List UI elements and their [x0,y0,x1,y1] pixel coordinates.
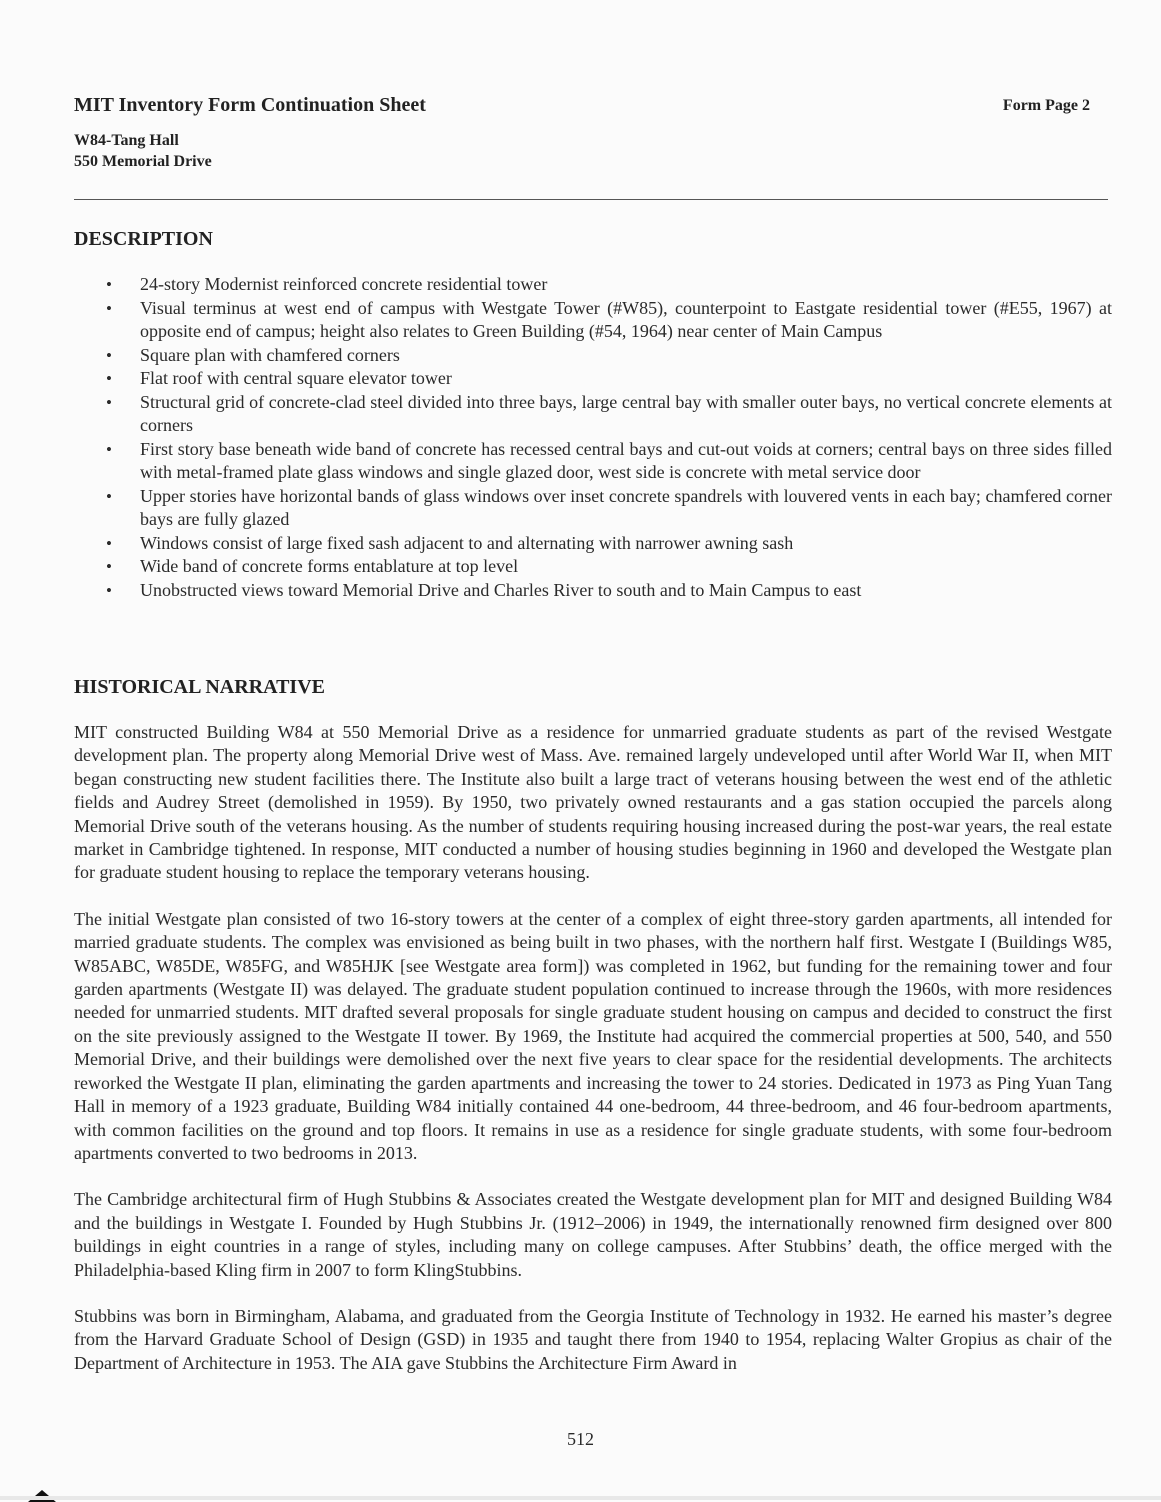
description-item: • Upper stories have horizontal bands of glass windows over inset concrete spandrels with louvered vents in each bay; chamfered corner bays are fully glazed [74,485,1112,532]
description-heading: DESCRIPTION [74,228,213,250]
description-item: • Windows consist of large fixed sash adjacent to and alternating with narrower awning sash [74,532,1112,556]
form-title: MIT Inventory Form Continuation Sheet [74,94,426,116]
form-page-label: Form Page 2 [1002,97,1090,114]
description-item: • Visual terminus at west end of campus with Westgate Tower (#W85), counterpoint to Eastgate residential tower (#E55, 1967) at opposite end of campus; height also relates to Green Building (#54, 1964) near center of Main Campus [74,297,1112,344]
building-name: W84-Tang Hall [74,132,179,149]
building-info [74,130,212,172]
page-edge [0,1496,1161,1500]
building-address: 550 Memorial Drive [74,153,212,170]
description-item: • Structural grid of concrete-clad steel divided into three bays, large central bay with smaller outer bays, no vertical concrete elements at corners [74,391,1112,438]
narrative-paragraph: Stubbins was born in Birmingham, Alabama, and graduated from the Georgia Institute of Technology in 1932. He earned his master’s degree from the Harvard Graduate School of Design (GSD) in 1935 and taught there from 1940 to 1954, replacing Walter Gropius as chair of the Department of Architecture in 1953. The AIA gave Stubbins the Architecture Firm Award in [74,1305,1112,1373]
narrative-paragraph: The initial Westgate plan consisted of two 16-story towers at the center of a complex of eight three-story garden apartments, all intended for married graduate students. The complex was envisioned as being built in two phases, with the northern half first. Westgate I (Buildings W85, W85ABC, W85DE, W85FG, and W85HJK [see Westgate area form]) was completed in 1962, but funding for the remaining tower and four garden apartments (Westgate II) was delayed. The graduate student population continued to increase through the 1960s, with more residences needed for unmarried students. MIT drafted several proposals for single graduate student housing on campus and decided to construct the first on the site previously assigned to the Westgate II tower. By 1969, the Institute had acquired the commercial properties at 500, 540, and 550 Memorial Drive, and their buildings were demolished over the next five years to clear space for the residential developments. The architects reworked the Westgate II plan, eliminating the garden apartments and increasing the tower to 24 stories. Dedicated in 1973 as Ping Yuan Tang Hall in memory of a 1923 graduate, Building W84 initially contained 44 one-bedroom, 44 three-bedroom, and 46 four-bedroom apartments, with common facilities on the ground and top floors. It remains in use as a residence for single graduate students, with some four-bedroom apartments converted to two bedrooms in 2013. [74,908,1112,1163]
description-item: • Square plan with chamfered corners [74,344,1112,368]
description-item: • Unobstructed views toward Memorial Drive and Charles River to south and to Main Campus to east [74,579,1112,603]
page-number: 512 [567,1429,594,1449]
header-divider [74,199,1108,200]
description-item: • Wide band of concrete forms entablature at top level [74,555,1112,579]
description-item: • 24-story Modernist reinforced concrete residential tower [74,273,1112,297]
description-item: • Flat roof with central square elevator tower [74,367,1112,391]
narrative-heading: HISTORICAL NARRATIVE [74,676,325,698]
narrative-paragraph: MIT constructed Building W84 at 550 Memorial Drive as a residence for unmarried graduate students as part of the revised Westgate development plan. The property along Memorial Drive west of Mass. Ave. remained largely undeveloped until after World War II, when MIT began constructing new student facilities there. The Institute also built a large tract of veterans housing between the west end of the athletic fields and Audrey Street (demolished in 1959). By 1950, two privately owned restaurants and a gas station occupied the parcels along Memorial Drive south of the veterans housing. As the number of students requiring housing increased during the post-war years, the real estate market in Cambridge tightened. In response, MIT conducted a number of housing studies beginning in 1960 and developed the Westgate plan for graduate student housing to replace the temporary veterans housing. [74,722,1112,883]
narrative-body [74,721,1112,1398]
narrative-paragraph: The Cambridge architectural firm of Hugh Stubbins & Associates created the Westgate development plan for MIT and designed Building W84 and the buildings in Westgate I. Founded by Hugh Stubbins Jr. (1912–2006) in 1949, the internationally renowned firm designed over 800 buildings in eight countries in a range of styles, including many on college campuses. After Stubbins’ death, the office merged with the Philadelphia-based Kling firm in 2007 to form KlingStubbins. [74,1189,1112,1280]
description-list [74,273,1112,602]
description-item: • First story base beneath wide band of concrete has recessed central bays and cut-out voids at corners; central bays on three sides filled with metal-framed plate glass windows and single glazed door, west side is concrete with metal service door [74,438,1112,485]
